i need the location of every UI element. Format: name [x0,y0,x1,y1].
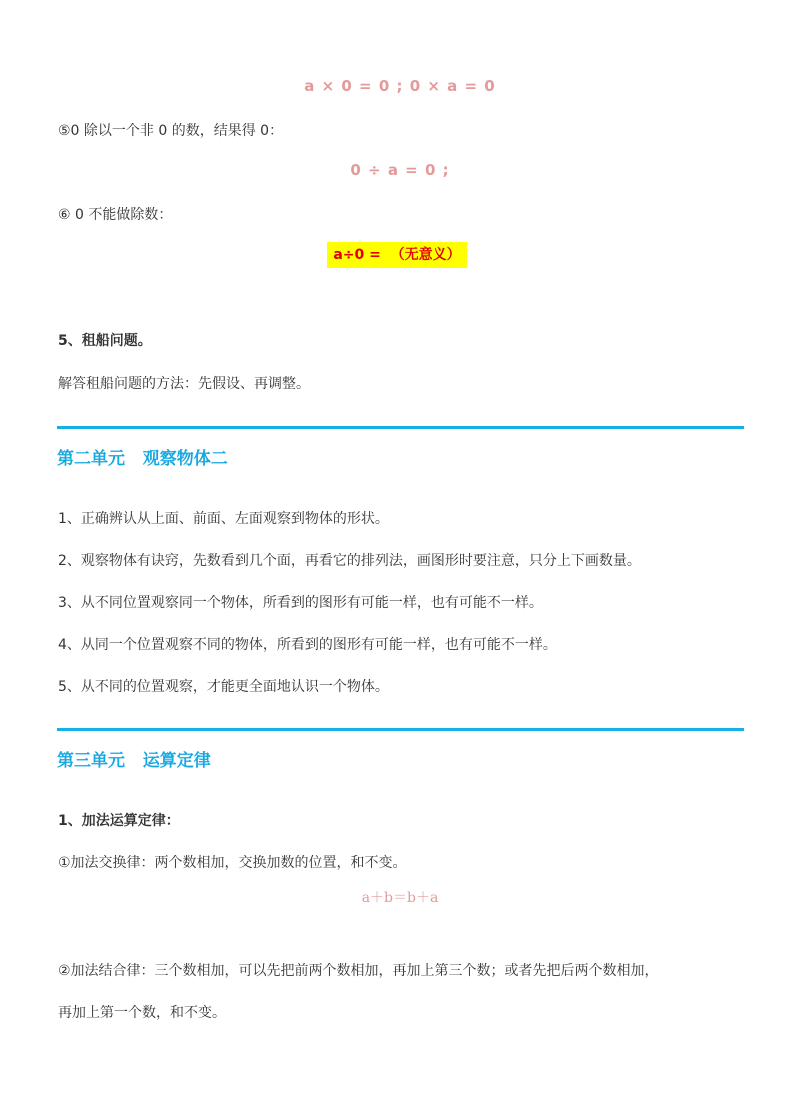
section-5-text: 解答租船问题的方法：先假设、再调整。 [58,376,310,392]
multiply-by-zero-formula: a × 0 = 0 ; 0 × a = 0 [304,77,496,95]
unit-2-point: 4、从同一个位置观察不同的物体，所看到的图形有可能一样，也有可能不一样。 [58,637,557,653]
addition-commutative-law: ①加法交换律：两个数相加，交换加数的位置，和不变。 [58,855,407,871]
unit-2-point: 2、观察物体有诀窍，先数看到几个面，再看它的排列法，画图形时要注意，只分上下画数量。 [58,553,641,569]
unit-2-divider [57,426,744,429]
unit-2-point: 5、从不同的位置观察，才能更全面地认识一个物体。 [58,679,389,695]
addition-laws-heading: 1、加法运算定律： [58,813,180,829]
rule-zero-divided: ⑤0 除以一个非 0 的数，结果得 0： [58,123,284,139]
rule-no-divide-by-zero: ⑥ 0 不能做除数： [58,207,173,223]
unit-3-title: 第三单元 运算定律 [57,751,211,771]
addition-commutative-formula: a＋b＝b＋a [361,890,439,906]
addition-associative-law: ②加法结合律：三个数相加，可以先把前两个数相加，再加上第三个数；或者先把后两个数相加， [58,963,659,979]
zero-divided-formula: 0 ÷ a = 0 ; [350,161,450,179]
unit-3-divider [57,728,744,731]
unit-2-point: 3、从不同位置观察同一个物体，所看到的图形有可能一样，也有可能不一样。 [58,595,543,611]
section-5-heading: 5、租船问题。 [58,333,152,349]
unit-2-point: 1、正确辨认从上面、前面、左面观察到物体的形状。 [58,511,389,527]
addition-associative-law-continued: 再加上第一个数，和不变。 [58,1005,226,1021]
unit-2-title: 第二单元 观察物体二 [57,449,228,469]
divide-by-zero-formula: a÷0 = （无意义） [327,242,467,268]
